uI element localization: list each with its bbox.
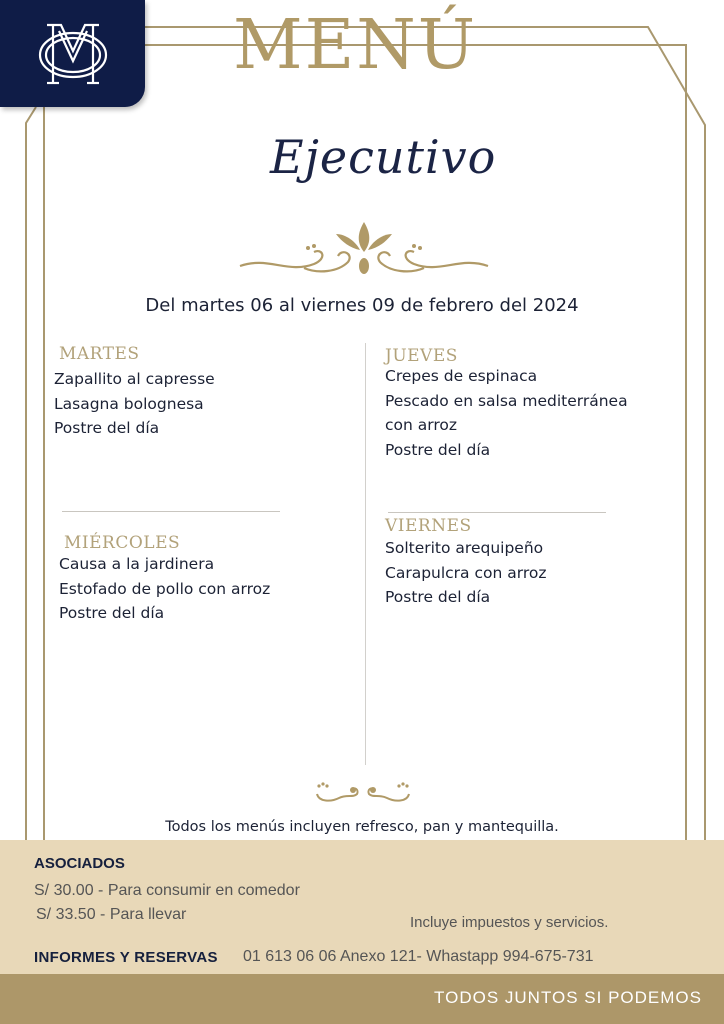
row-divider-left [62, 511, 280, 512]
price-dine-in: S/ 30.00 - Para consumir en comedor [34, 882, 300, 899]
menu-title: MENÚ [233, 6, 478, 85]
day-title: MIÉRCOLES [64, 533, 181, 553]
includes-note: Todos los menús incluyen refresco, pan y mantequilla. [165, 819, 559, 835]
day-title: MARTES [59, 344, 140, 364]
day-title: JUEVES [385, 346, 458, 366]
dish-item: Postre del día [54, 419, 160, 437]
dish-item: Solterito arequipeño [385, 539, 544, 557]
day-section-viernes [385, 516, 472, 536]
dish-list-miercoles [59, 552, 270, 626]
tax-note: Incluye impuestos y servicios. [410, 914, 609, 931]
date-range: Del martes 06 al viernes 09 de febrero del 2024 [145, 295, 579, 316]
dish-item: Postre del día [385, 440, 491, 459]
dish-item: Pescado en salsa mediterránea [385, 391, 628, 410]
menu-subtitle-script: Ejecutivo [270, 130, 497, 184]
dish-item: Estofado de pollo con arroz [59, 579, 271, 598]
contact-phone: 01 613 06 06 Anexo 121- Whastapp 994-675-731 [243, 948, 594, 965]
column-divider [365, 343, 366, 765]
dish-list-martes [54, 367, 215, 441]
monogram-logo-icon [35, 21, 111, 87]
dish-item: con arroz [385, 416, 458, 434]
day-section-martes [59, 344, 140, 364]
flourish-ornament-icon [238, 218, 490, 278]
logo-badge [0, 0, 145, 107]
price-takeaway: S/ 33.50 - Para llevar [36, 906, 187, 923]
dish-list-jueves [385, 364, 628, 462]
footer-slogan: TODOS JUNTOS SI PODEMOS [434, 988, 702, 1007]
dish-item: Postre del día [385, 588, 491, 606]
dish-item: Lasagna bolognesa [54, 394, 204, 413]
day-title: VIERNES [385, 516, 472, 536]
contact-label: INFORMES Y RESERVAS [34, 949, 218, 966]
dish-item: Zapallito al capresse [54, 370, 215, 388]
footer-bar [0, 974, 724, 1024]
day-section-jueves [385, 346, 458, 366]
row-divider-right [388, 512, 606, 513]
dish-item: Postre del día [59, 604, 165, 622]
dish-item: Carapulcra con arroz [385, 563, 547, 582]
day-section-miercoles [64, 533, 180, 553]
dish-item: Causa a la jardinera [59, 555, 215, 573]
dish-item: Crepes de espinaca [385, 367, 538, 385]
pricing-title: ASOCIADOS [34, 855, 125, 872]
small-flourish-icon [313, 780, 413, 806]
dish-list-viernes [385, 536, 547, 610]
